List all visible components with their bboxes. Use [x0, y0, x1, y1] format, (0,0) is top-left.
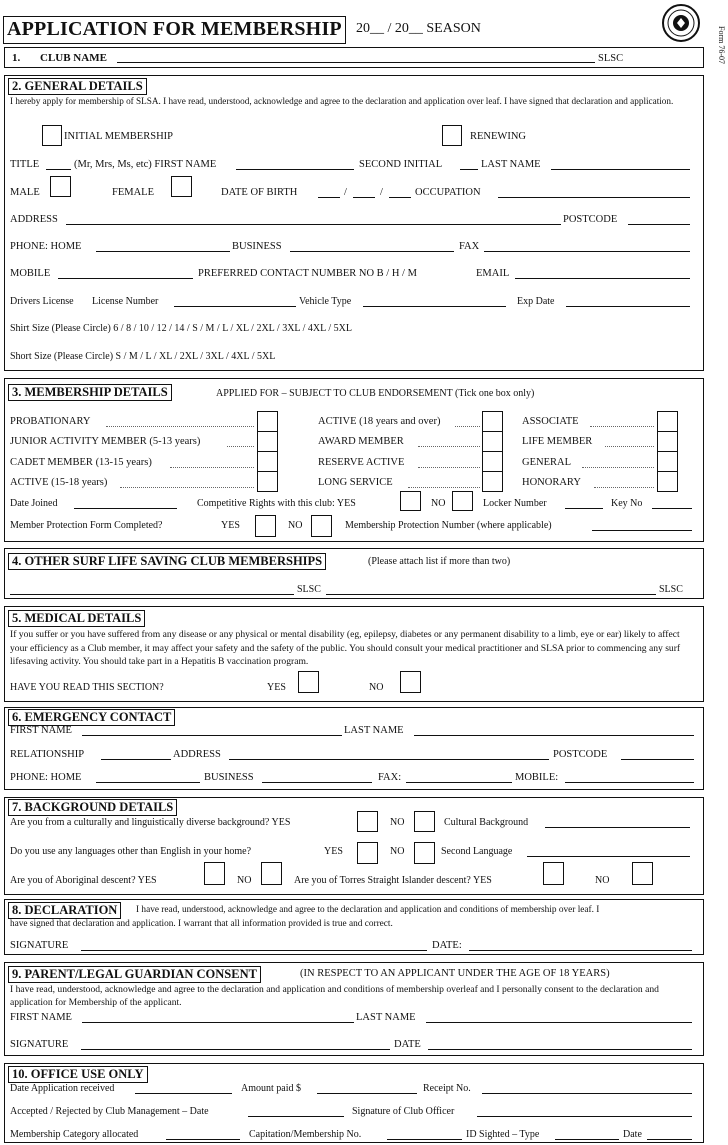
emergency-mobile-field[interactable] — [565, 782, 694, 783]
aboriginal-no-checkbox[interactable] — [261, 862, 282, 885]
leader-dots — [605, 446, 654, 447]
protection-number-label: Membership Protection Number (where applicable) — [345, 520, 552, 531]
occupation-label: OCCUPATION — [415, 187, 481, 198]
language-yes-label: YES — [324, 846, 343, 857]
exp-date-label: Exp Date — [517, 296, 555, 307]
key-no-label: Key No — [611, 498, 643, 509]
membership-category-field[interactable] — [166, 1139, 240, 1140]
membership-type-label: ASSOCIATE — [522, 416, 579, 427]
general-checkbox[interactable] — [657, 451, 678, 472]
aboriginal-question: Are you of Aboriginal descent? YES — [10, 875, 157, 886]
protection-yes-label: YES — [221, 520, 240, 531]
leader-dots — [106, 426, 254, 427]
club-slsc-label: SLSC — [598, 53, 624, 64]
officer-signature-field[interactable] — [477, 1116, 692, 1117]
declaration-date-field[interactable] — [469, 950, 692, 951]
accepted-date-field[interactable] — [248, 1116, 344, 1117]
junior-activity-checkbox[interactable] — [257, 431, 278, 452]
medical-details-heading: 5. MEDICAL DETAILS — [8, 610, 145, 627]
female-checkbox[interactable] — [171, 176, 192, 197]
emergency-first-name-label: FIRST NAME — [10, 725, 72, 736]
guardian-last-name-label: LAST NAME — [356, 1012, 416, 1023]
membership-type-label: RESERVE ACTIVE — [318, 457, 405, 468]
membership-type-label: ACTIVE (18 years and over) — [318, 416, 441, 427]
reserve-active-checkbox[interactable] — [482, 451, 503, 472]
emergency-fax-field[interactable] — [406, 782, 512, 783]
guardian-consent-text: I have read, understood, acknowledge and agree to the declaration and application and conditions of membership overleaf and I personally consent to the declaration and application for Membership of the applicant. — [10, 984, 659, 1008]
membership-type-label: HONORARY — [522, 477, 581, 488]
language-no-label: NO — [390, 846, 405, 857]
relationship-field[interactable] — [101, 759, 171, 760]
cald-question: Are you from a culturally and linguistically diverse background? YES — [10, 817, 291, 828]
male-label: MALE — [10, 187, 40, 198]
fax-field[interactable] — [484, 251, 690, 252]
locker-number-field[interactable] — [565, 508, 603, 509]
membership-type-label: CADET MEMBER (13-15 years) — [10, 457, 152, 468]
dob-label: DATE OF BIRTH — [221, 187, 298, 198]
emergency-postcode-label: POSTCODE — [553, 749, 608, 760]
male-checkbox[interactable] — [50, 176, 71, 197]
renewing-label: RENEWING — [470, 131, 526, 142]
emergency-first-name-field[interactable] — [82, 735, 342, 736]
vehicle-type-field[interactable] — [363, 306, 506, 307]
medical-yes-checkbox[interactable] — [298, 671, 319, 693]
preferred-contact-label: PREFERRED CONTACT NUMBER NO B / H / M — [198, 268, 417, 279]
leader-dots — [170, 467, 254, 468]
active-18-checkbox[interactable] — [482, 411, 503, 432]
general-details-heading: 2. GENERAL DETAILS — [8, 78, 147, 95]
phone-home-label: PHONE: HOME — [10, 241, 82, 252]
torres-strait-no-checkbox[interactable] — [632, 862, 653, 885]
medical-yes-label: YES — [267, 682, 286, 693]
leader-dots — [590, 426, 654, 427]
probationary-checkbox[interactable] — [257, 411, 278, 432]
accepted-rejected-label: Accepted / Rejected by Club Management – Date — [10, 1106, 209, 1117]
emergency-last-name-field[interactable] — [414, 735, 694, 736]
date-joined-label: Date Joined — [10, 498, 58, 509]
cultural-background-field[interactable] — [545, 827, 690, 828]
vehicle-type-label: Vehicle Type — [299, 296, 352, 307]
other-club-1-slsc: SLSC — [297, 584, 321, 595]
competitive-rights-label: Competitive Rights with this club: YES — [197, 498, 356, 509]
guardian-consent-heading: 9. PARENT/LEGAL GUARDIAN CONSENT — [8, 966, 261, 983]
leader-dots — [594, 487, 654, 488]
cald-yes-checkbox[interactable] — [357, 811, 378, 832]
competitive-no-checkbox[interactable] — [452, 491, 473, 511]
general-intro-text: I hereby apply for membership of SLSA. I have read, understood, acknowledge and agree to the declaration and application over leaf. I have signed that declaration and application. — [10, 96, 674, 106]
guardian-first-name-field[interactable] — [82, 1022, 354, 1023]
second-language-field[interactable] — [527, 856, 690, 857]
membership-type-label: AWARD MEMBER — [318, 436, 404, 447]
business-field[interactable] — [290, 251, 454, 252]
declaration-signature-label: SIGNATURE — [10, 940, 69, 951]
email-field[interactable] — [515, 278, 690, 279]
emergency-phone-field[interactable] — [96, 782, 200, 783]
female-label: FEMALE — [112, 187, 154, 198]
office-date-field[interactable] — [647, 1139, 692, 1140]
protection-no-label: NO — [288, 520, 303, 531]
dob-separator: / — [344, 187, 347, 198]
title-label: TITLE — [10, 159, 40, 170]
amount-paid-label: Amount paid $ — [241, 1083, 301, 1094]
address-label: ADDRESS — [10, 214, 58, 225]
mobile-label: MOBILE — [10, 268, 51, 279]
email-label: EMAIL — [476, 268, 510, 279]
cald-no-checkbox[interactable] — [414, 811, 435, 832]
initial-membership-checkbox[interactable] — [42, 125, 62, 146]
section-1-number: 1. — [12, 52, 21, 64]
second-language-label: Second Language — [441, 846, 513, 857]
short-size-options[interactable]: Short Size (Please Circle) S / M / L / XL / 2XL / 3XL / 4XL / 5XL — [10, 351, 276, 362]
leader-dots — [408, 487, 480, 488]
medical-details-text: If you suffer or you have suffered from any disease or any physical or mental disability (eg, epilepsy, diabetes or any permanent disability to a limb, eye or ear) likely to affect your efficiency as a Club member, it may affect your safety and the safety of the public. You should consult your medical practitioner and SLSA prior to commencing any surf lifesaving activity. You should take part in a Hepatitis B vaccination program. — [10, 629, 681, 667]
honorary-checkbox[interactable] — [657, 471, 678, 492]
date-received-field[interactable] — [135, 1093, 232, 1094]
membership-type-label: LIFE MEMBER — [522, 436, 593, 447]
language-no-checkbox[interactable] — [414, 842, 435, 864]
torres-strait-question: Are you of Torres Straight Islander descent? YES — [294, 875, 492, 886]
season-label: 20__ / 20__ SEASON — [356, 21, 481, 36]
competitive-no-label: NO — [431, 498, 446, 509]
leader-dots — [120, 487, 254, 488]
membership-type-label: ACTIVE (15-18 years) — [10, 477, 108, 488]
other-memberships-heading: 4. OTHER SURF LIFE SAVING CLUB MEMBERSHIPS — [8, 553, 326, 570]
emergency-fax-label: FAX: — [378, 772, 402, 783]
slsa-logo — [662, 4, 700, 42]
protection-no-checkbox[interactable] — [311, 515, 332, 537]
competitive-yes-checkbox[interactable] — [400, 491, 421, 511]
declaration-text: have signed that declaration and application. I warrant that all information provided is true and correct. — [10, 919, 393, 929]
form-number: Form 76-07 — [717, 26, 726, 64]
membership-type-label: PROBATIONARY — [10, 416, 91, 427]
guardian-last-name-field[interactable] — [426, 1022, 692, 1023]
aboriginal-yes-checkbox[interactable] — [204, 862, 225, 885]
attach-list-note: (Please attach list if more than two) — [368, 556, 511, 567]
declaration-heading: 8. DECLARATION — [8, 902, 121, 919]
life-member-checkbox[interactable] — [657, 431, 678, 452]
title-field[interactable] — [46, 169, 71, 170]
cultural-background-label: Cultural Background — [444, 817, 529, 828]
protection-form-label: Member Protection Form Completed? — [10, 520, 163, 531]
address-field[interactable] — [66, 224, 561, 225]
receipt-no-field[interactable] — [482, 1093, 692, 1094]
relationship-label: RELATIONSHIP — [10, 749, 85, 760]
other-club-2-slsc: SLSC — [659, 584, 683, 595]
id-sighted-field[interactable] — [555, 1139, 619, 1140]
cald-no-label: NO — [390, 817, 405, 828]
license-number-label: License Number — [92, 296, 159, 307]
leader-dots — [418, 467, 480, 468]
guardian-signature-label: SIGNATURE — [10, 1039, 69, 1050]
postcode-field[interactable] — [628, 224, 690, 225]
date-joined-field[interactable] — [74, 508, 177, 509]
emergency-address-field[interactable] — [229, 759, 549, 760]
membership-category-label: Membership Category allocated — [10, 1129, 139, 1140]
other-club-1-field[interactable] — [10, 594, 294, 595]
last-name-field[interactable] — [551, 169, 690, 170]
leader-dots — [582, 467, 654, 468]
torres-strait-no-label: NO — [595, 875, 610, 886]
protection-number-field[interactable] — [592, 530, 692, 531]
leader-dots — [455, 426, 480, 427]
business-label: BUSINESS — [232, 241, 282, 252]
office-date-label: Date — [623, 1129, 642, 1140]
guardian-date-field[interactable] — [428, 1049, 692, 1050]
membership-type-label: JUNIOR ACTIVITY MEMBER (5-13 years) — [10, 436, 201, 447]
second-initial-label: SECOND INITIAL — [359, 159, 443, 170]
occupation-field[interactable] — [498, 197, 690, 198]
key-no-field[interactable] — [652, 508, 692, 509]
shirt-size-options[interactable]: Shirt Size (Please Circle) 6 / 8 / 10 / 12 / 14 / S / M / L / XL / 2XL / 3XL / 4XL / 5XL — [10, 323, 353, 334]
language-yes-checkbox[interactable] — [357, 842, 378, 864]
applied-for-label: APPLIED FOR – SUBJECT TO CLUB ENDORSEMENT (Tick one box only) — [216, 388, 535, 399]
phone-home-field[interactable] — [96, 251, 230, 252]
leader-dots — [418, 446, 480, 447]
language-question: Do you use any languages other than English in your home? — [10, 846, 252, 857]
second-initial-field[interactable] — [460, 169, 478, 170]
membership-details-heading: 3. MEMBERSHIP DETAILS — [8, 384, 172, 401]
declaration-signature-field[interactable] — [81, 950, 427, 951]
emergency-business-label: BUSINESS — [204, 772, 254, 783]
emergency-phone-label: PHONE: HOME — [10, 772, 82, 783]
emergency-contact-heading: 6. EMERGENCY CONTACT — [8, 709, 175, 726]
drivers-license-label: Drivers License — [10, 296, 74, 307]
club-name-label: CLUB NAME — [40, 52, 107, 64]
emergency-last-name-label: LAST NAME — [344, 725, 404, 736]
guardian-consent-subheading: (IN RESPECT TO AN APPLICANT UNDER THE AGE OF 18 YEARS) — [300, 968, 610, 979]
dob-separator: / — [380, 187, 383, 198]
protection-yes-checkbox[interactable] — [255, 515, 276, 537]
locker-number-label: Locker Number — [483, 498, 547, 509]
dob-year-field[interactable] — [389, 197, 411, 198]
club-name-field[interactable] — [117, 62, 595, 63]
form-title: APPLICATION FOR MEMBERSHIP — [3, 16, 346, 44]
dob-month-field[interactable] — [353, 197, 375, 198]
guardian-first-name-label: FIRST NAME — [10, 1012, 72, 1023]
emergency-business-field[interactable] — [262, 782, 372, 783]
declaration-text: I have read, understood, acknowledge and agree to the declaration and application and conditions of membership over leaf. I — [136, 905, 600, 915]
license-number-field[interactable] — [174, 306, 296, 307]
leader-dots — [227, 446, 254, 447]
emergency-postcode-field[interactable] — [621, 759, 694, 760]
have-read-label: HAVE YOU READ THIS SECTION? — [10, 682, 164, 693]
cadet-member-checkbox[interactable] — [257, 451, 278, 472]
office-use-heading: 10. OFFICE USE ONLY — [8, 1066, 148, 1083]
declaration-date-label: DATE: — [432, 940, 462, 951]
guardian-date-label: DATE — [394, 1039, 421, 1050]
aboriginal-no-label: NO — [237, 875, 252, 886]
long-service-checkbox[interactable] — [482, 471, 503, 492]
exp-date-field[interactable] — [566, 306, 690, 307]
id-sighted-label: ID Sighted – Type — [466, 1129, 540, 1140]
membership-type-label: LONG SERVICE — [318, 477, 393, 488]
other-club-2-field[interactable] — [326, 594, 656, 595]
award-member-checkbox[interactable] — [482, 431, 503, 452]
last-name-label: LAST NAME — [481, 159, 541, 170]
receipt-no-label: Receipt No. — [423, 1083, 471, 1094]
medical-no-label: NO — [369, 682, 384, 693]
torres-strait-yes-checkbox[interactable] — [543, 862, 564, 885]
guardian-signature-field[interactable] — [81, 1049, 390, 1050]
associate-checkbox[interactable] — [657, 411, 678, 432]
emergency-address-label: ADDRESS — [173, 749, 221, 760]
initial-membership-label: INITIAL MEMBERSHIP — [64, 131, 173, 142]
first-name-label: (Mr, Mrs, Ms, etc) FIRST NAME — [74, 159, 217, 170]
officer-signature-label: Signature of Club Officer — [352, 1106, 455, 1117]
membership-type-label: GENERAL — [522, 457, 571, 468]
capitation-number-field[interactable] — [387, 1139, 462, 1140]
capitation-number-label: Capitation/Membership No. — [249, 1129, 362, 1140]
date-received-label: Date Application received — [10, 1083, 115, 1094]
emergency-mobile-label: MOBILE: — [515, 772, 559, 783]
medical-no-checkbox[interactable] — [400, 671, 421, 693]
mobile-field[interactable] — [58, 278, 193, 279]
amount-paid-field[interactable] — [317, 1093, 417, 1094]
renewing-checkbox[interactable] — [442, 125, 462, 146]
active-15-18-checkbox[interactable] — [257, 471, 278, 492]
fax-label: FAX — [459, 241, 480, 252]
postcode-label: POSTCODE — [563, 214, 618, 225]
dob-day-field[interactable] — [318, 197, 340, 198]
background-details-heading: 7. BACKGROUND DETAILS — [8, 799, 177, 816]
first-name-field[interactable] — [236, 169, 354, 170]
